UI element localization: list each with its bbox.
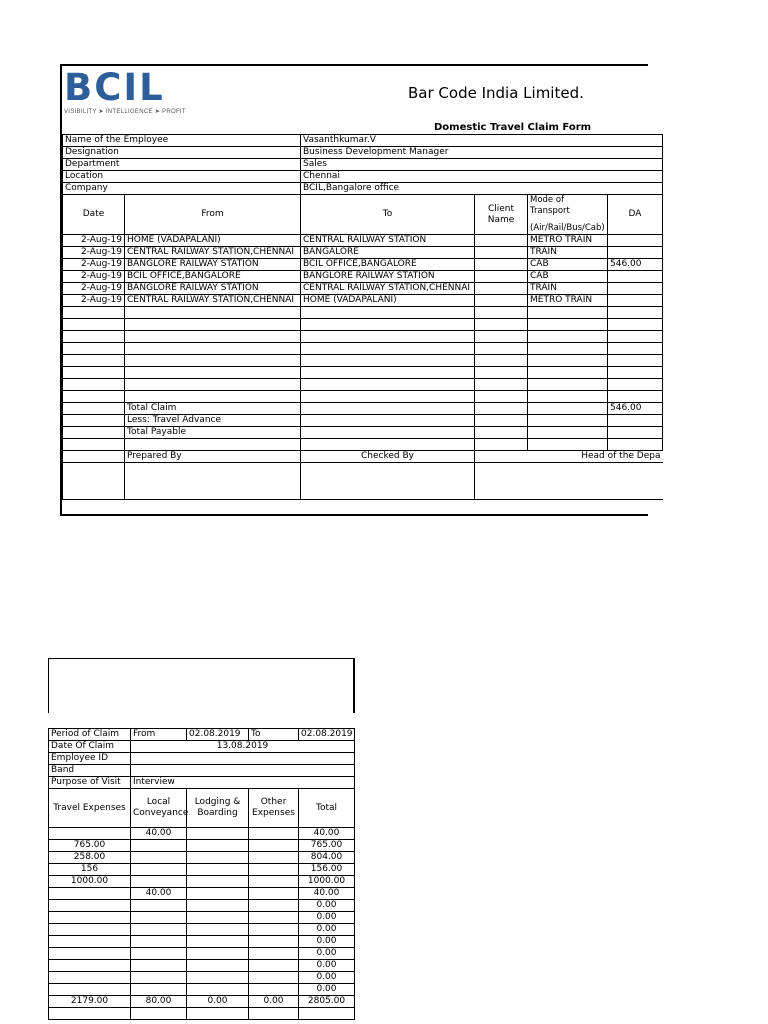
cell bbox=[528, 343, 608, 355]
cell bbox=[63, 355, 125, 367]
trip-date: 2-Aug-19 bbox=[63, 295, 125, 307]
spacer-row bbox=[63, 439, 663, 451]
cell bbox=[301, 367, 475, 379]
expense-travel bbox=[49, 960, 131, 972]
cell bbox=[475, 343, 528, 355]
bcil-logo bbox=[64, 68, 224, 118]
info-row bbox=[63, 171, 663, 183]
trip-to: CENTRAL RAILWAY STATION bbox=[301, 235, 475, 247]
expense-lodging bbox=[187, 864, 249, 876]
info-label: Company bbox=[63, 183, 301, 195]
total-total: 2805.00 bbox=[299, 996, 355, 1008]
expense-lodging bbox=[187, 828, 249, 840]
header-date: Date bbox=[63, 195, 125, 235]
head-of-dept-signature bbox=[475, 463, 663, 500]
cell bbox=[608, 439, 663, 451]
trip-da bbox=[608, 235, 663, 247]
expense-travel bbox=[49, 936, 131, 948]
header-to: To bbox=[301, 195, 475, 235]
trip-client bbox=[475, 271, 528, 283]
info-value: BCIL,Bangalore office bbox=[301, 183, 663, 195]
to-label: To bbox=[249, 729, 299, 741]
total-travel: 2179.00 bbox=[49, 996, 131, 1008]
cell bbox=[63, 391, 125, 403]
cell bbox=[125, 307, 301, 319]
cell bbox=[475, 427, 528, 439]
expense-row bbox=[49, 828, 355, 840]
expense-row bbox=[49, 876, 355, 888]
info-label: Designation bbox=[63, 147, 301, 159]
info-row bbox=[63, 135, 663, 147]
trip-mode: CAB bbox=[528, 259, 608, 271]
expense-local bbox=[131, 912, 187, 924]
header-mode-label: Mode of Transport bbox=[530, 195, 570, 216]
total-payable-label: Total Payable bbox=[125, 427, 301, 439]
blank-row bbox=[63, 355, 663, 367]
trip-date: 2-Aug-19 bbox=[63, 235, 125, 247]
cell bbox=[301, 427, 475, 439]
period-label: Period of Claim bbox=[49, 729, 131, 741]
logo-text: BCIL bbox=[64, 66, 165, 109]
trip-row bbox=[63, 247, 663, 259]
trip-from: BCIL OFFICE,BANGALORE bbox=[125, 271, 301, 283]
expense-other bbox=[249, 864, 299, 876]
logo-tagline: VISIBILITY ➤ INTELLIGENCE ➤ PROFIT bbox=[64, 109, 186, 115]
expense-other bbox=[249, 900, 299, 912]
trip-client bbox=[475, 235, 528, 247]
trip-date: 2-Aug-19 bbox=[63, 259, 125, 271]
cell bbox=[63, 367, 125, 379]
cell bbox=[249, 1008, 299, 1020]
total-lodging: 0.00 bbox=[187, 996, 249, 1008]
expense-lodging bbox=[187, 936, 249, 948]
header-da: DA bbox=[608, 195, 663, 235]
form-title: Domestic Travel Claim Form bbox=[434, 122, 592, 133]
trip-from: HOME (VADAPALANI) bbox=[125, 235, 301, 247]
info-label: Name of the Employee bbox=[63, 135, 301, 147]
cell bbox=[475, 415, 528, 427]
trip-from: CENTRAL RAILWAY STATION,CHENNAI bbox=[125, 247, 301, 259]
cell bbox=[475, 331, 528, 343]
period-row bbox=[49, 729, 355, 741]
expense-row bbox=[49, 888, 355, 900]
expense-lodging bbox=[187, 888, 249, 900]
total-other: 0.00 bbox=[249, 996, 299, 1008]
expense-travel: 258.00 bbox=[49, 852, 131, 864]
cell bbox=[475, 307, 528, 319]
trip-from: CENTRAL RAILWAY STATION,CHENNAI bbox=[125, 295, 301, 307]
cell bbox=[299, 1008, 355, 1020]
expense-local: 40.00 bbox=[131, 828, 187, 840]
trip-from: BANGLORE RAILWAY STATION bbox=[125, 259, 301, 271]
header-travel: Travel Expenses bbox=[49, 789, 131, 828]
trip-row bbox=[63, 271, 663, 283]
expense-lodging bbox=[187, 924, 249, 936]
trip-da bbox=[608, 283, 663, 295]
expense-local bbox=[131, 948, 187, 960]
expense-travel bbox=[49, 900, 131, 912]
expense-total: 0.00 bbox=[299, 972, 355, 984]
cell bbox=[528, 427, 608, 439]
purpose-label: Purpose of Visit bbox=[49, 777, 131, 789]
cell bbox=[187, 1008, 249, 1020]
cell bbox=[608, 319, 663, 331]
summary-totals-row bbox=[49, 996, 355, 1008]
expense-local bbox=[131, 972, 187, 984]
trip-to: CENTRAL RAILWAY STATION,CHENNAI bbox=[301, 283, 475, 295]
cell bbox=[49, 1008, 131, 1020]
header-total: Total bbox=[299, 789, 355, 828]
info-value: Vasanthkumar.V bbox=[301, 135, 663, 147]
expense-local bbox=[131, 984, 187, 996]
blank-row bbox=[63, 307, 663, 319]
cell bbox=[63, 307, 125, 319]
expense-total: 0.00 bbox=[299, 924, 355, 936]
trip-da bbox=[608, 247, 663, 259]
cell bbox=[528, 403, 608, 415]
expense-travel: 156 bbox=[49, 864, 131, 876]
signature-label-row bbox=[63, 451, 663, 463]
purpose-value: Interview bbox=[131, 777, 355, 789]
trip-to: BANGLORE RAILWAY STATION bbox=[301, 271, 475, 283]
expense-total: 0.00 bbox=[299, 984, 355, 996]
cell bbox=[301, 415, 475, 427]
trip-client bbox=[475, 283, 528, 295]
checked-by-signature bbox=[301, 463, 475, 500]
total-claim-da: 546.00 bbox=[608, 403, 663, 415]
trip-da bbox=[608, 295, 663, 307]
expense-other bbox=[249, 924, 299, 936]
summary-header-row bbox=[49, 789, 355, 828]
info-label: Location bbox=[63, 171, 301, 183]
column-header-row bbox=[63, 195, 663, 235]
cell bbox=[301, 331, 475, 343]
head-of-dept-label: Head of the Depa bbox=[475, 451, 663, 463]
expense-row bbox=[49, 984, 355, 996]
claim-table bbox=[62, 134, 663, 500]
cell bbox=[301, 319, 475, 331]
cell bbox=[608, 427, 663, 439]
cell bbox=[528, 379, 608, 391]
expense-local bbox=[131, 960, 187, 972]
cell bbox=[125, 355, 301, 367]
header-other: Other Expenses bbox=[249, 789, 299, 828]
cell bbox=[608, 391, 663, 403]
cell bbox=[475, 355, 528, 367]
expense-lodging bbox=[187, 840, 249, 852]
cell bbox=[125, 319, 301, 331]
expense-row bbox=[49, 852, 355, 864]
expense-travel: 765.00 bbox=[49, 840, 131, 852]
expense-local bbox=[131, 864, 187, 876]
cell bbox=[125, 439, 301, 451]
trip-row bbox=[63, 259, 663, 271]
prepared-by-label: Prepared By bbox=[125, 451, 301, 463]
header-local: Local Conveyance bbox=[131, 789, 187, 828]
info-row bbox=[63, 147, 663, 159]
expense-total: 0.00 bbox=[299, 912, 355, 924]
from-label: From bbox=[131, 729, 187, 741]
blank-row bbox=[63, 379, 663, 391]
expense-travel bbox=[49, 888, 131, 900]
cell bbox=[528, 391, 608, 403]
expense-other bbox=[249, 960, 299, 972]
expense-travel bbox=[49, 828, 131, 840]
info-value: Sales bbox=[301, 159, 663, 171]
cell bbox=[608, 415, 663, 427]
cell bbox=[301, 391, 475, 403]
info-value: Chennai bbox=[301, 171, 663, 183]
cell bbox=[608, 331, 663, 343]
trip-client bbox=[475, 295, 528, 307]
cell bbox=[63, 439, 125, 451]
header-client-name: Client Name bbox=[475, 195, 528, 235]
trip-to: BCIL OFFICE,BANGALORE bbox=[301, 259, 475, 271]
blank-row bbox=[63, 331, 663, 343]
trip-date: 2-Aug-19 bbox=[63, 283, 125, 295]
expense-local bbox=[131, 924, 187, 936]
total-claim-row bbox=[63, 403, 663, 415]
company-name: Bar Code India Limited. bbox=[408, 84, 584, 102]
header-lodging: Lodging & Boarding bbox=[187, 789, 249, 828]
cell bbox=[63, 463, 125, 500]
cell bbox=[63, 331, 125, 343]
expense-row bbox=[49, 960, 355, 972]
cell bbox=[301, 355, 475, 367]
expense-lodging bbox=[187, 972, 249, 984]
expense-travel bbox=[49, 972, 131, 984]
trip-da: 546.00 bbox=[608, 259, 663, 271]
expense-lodging bbox=[187, 852, 249, 864]
employee-id-value bbox=[131, 753, 355, 765]
expense-local: 40.00 bbox=[131, 888, 187, 900]
expense-row bbox=[49, 936, 355, 948]
expense-row bbox=[49, 912, 355, 924]
cell bbox=[475, 391, 528, 403]
date-of-claim-label: Date Of Claim bbox=[49, 741, 131, 753]
expense-row bbox=[49, 948, 355, 960]
cell bbox=[125, 331, 301, 343]
trip-mode: CAB bbox=[528, 271, 608, 283]
expense-total: 0.00 bbox=[299, 948, 355, 960]
expense-local bbox=[131, 876, 187, 888]
cell bbox=[608, 307, 663, 319]
cell bbox=[63, 319, 125, 331]
cell bbox=[301, 343, 475, 355]
cell bbox=[528, 439, 608, 451]
date-of-claim: 13.08.2019 bbox=[131, 741, 355, 753]
expense-other bbox=[249, 936, 299, 948]
expense-total: 0.00 bbox=[299, 960, 355, 972]
cell bbox=[528, 367, 608, 379]
header-mode-sub: (Air/Rail/Bus/Cab) bbox=[530, 223, 605, 233]
expense-row bbox=[49, 840, 355, 852]
cell bbox=[475, 439, 528, 451]
trip-to: HOME (VADAPALANI) bbox=[301, 295, 475, 307]
blank-row bbox=[63, 391, 663, 403]
header-from: From bbox=[125, 195, 301, 235]
expense-total: 804.00 bbox=[299, 852, 355, 864]
signature-space-row bbox=[63, 463, 663, 500]
checked-by-label: Checked By bbox=[301, 451, 475, 463]
total-payable-row bbox=[63, 427, 663, 439]
cell bbox=[528, 331, 608, 343]
trip-date: 2-Aug-19 bbox=[63, 247, 125, 259]
summary-spacer-row bbox=[49, 1008, 355, 1020]
cell bbox=[125, 391, 301, 403]
cell bbox=[608, 379, 663, 391]
prepared-by-signature bbox=[125, 463, 301, 500]
cell bbox=[301, 379, 475, 391]
expense-row bbox=[49, 972, 355, 984]
expense-travel: 1000.00 bbox=[49, 876, 131, 888]
cell bbox=[608, 343, 663, 355]
blank-row bbox=[63, 367, 663, 379]
expense-travel bbox=[49, 924, 131, 936]
expense-lodging bbox=[187, 960, 249, 972]
cell bbox=[63, 379, 125, 391]
trip-mode: METRO TRAIN bbox=[528, 235, 608, 247]
cell bbox=[608, 367, 663, 379]
cell bbox=[528, 307, 608, 319]
info-value: Business Development Manager bbox=[301, 147, 663, 159]
trip-date: 2-Aug-19 bbox=[63, 271, 125, 283]
cell bbox=[131, 1008, 187, 1020]
to-date: 02.08.2019 bbox=[299, 729, 355, 741]
expense-travel bbox=[49, 948, 131, 960]
expense-row bbox=[49, 900, 355, 912]
cell bbox=[528, 415, 608, 427]
info-label: Department bbox=[63, 159, 301, 171]
expense-other bbox=[249, 888, 299, 900]
expense-lodging bbox=[187, 948, 249, 960]
expense-row bbox=[49, 864, 355, 876]
employee-id-label: Employee ID bbox=[49, 753, 131, 765]
total-claim-label: Total Claim bbox=[125, 403, 301, 415]
expense-lodging bbox=[187, 984, 249, 996]
band-label: Band bbox=[49, 765, 131, 777]
expense-travel bbox=[49, 984, 131, 996]
band-value bbox=[131, 765, 355, 777]
expense-other bbox=[249, 984, 299, 996]
expense-travel bbox=[49, 912, 131, 924]
expense-other bbox=[249, 912, 299, 924]
date-of-claim-row bbox=[49, 741, 355, 753]
from-date: 02.08.2019 bbox=[187, 729, 249, 741]
trip-mode: TRAIN bbox=[528, 247, 608, 259]
summary-table bbox=[48, 728, 355, 1020]
expense-other bbox=[249, 948, 299, 960]
cell bbox=[63, 427, 125, 439]
purpose-row bbox=[49, 777, 355, 789]
cell bbox=[63, 403, 125, 415]
expense-local bbox=[131, 936, 187, 948]
info-row bbox=[63, 159, 663, 171]
expense-other bbox=[249, 852, 299, 864]
trip-row bbox=[63, 295, 663, 307]
expense-row bbox=[49, 924, 355, 936]
trip-from: BANGLORE RAILWAY STATION bbox=[125, 283, 301, 295]
info-row bbox=[63, 183, 663, 195]
expense-total: 765.00 bbox=[299, 840, 355, 852]
expense-other bbox=[249, 840, 299, 852]
cell bbox=[475, 367, 528, 379]
expense-total: 1000.00 bbox=[299, 876, 355, 888]
cell bbox=[301, 403, 475, 415]
trip-row bbox=[63, 235, 663, 247]
expense-other bbox=[249, 876, 299, 888]
cell bbox=[475, 319, 528, 331]
expense-lodging bbox=[187, 900, 249, 912]
cell bbox=[63, 451, 125, 463]
cell bbox=[301, 439, 475, 451]
claim-summary-sheet bbox=[48, 658, 354, 1024]
expense-lodging bbox=[187, 912, 249, 924]
expense-other bbox=[249, 828, 299, 840]
expense-total: 0.00 bbox=[299, 936, 355, 948]
cell bbox=[63, 343, 125, 355]
cell bbox=[608, 355, 663, 367]
cell bbox=[301, 307, 475, 319]
cell bbox=[475, 403, 528, 415]
cell bbox=[528, 355, 608, 367]
expense-total: 0.00 bbox=[299, 900, 355, 912]
travel-claim-sheet bbox=[60, 64, 661, 516]
header-mode bbox=[528, 195, 608, 235]
cell bbox=[475, 379, 528, 391]
trip-mode: TRAIN bbox=[528, 283, 608, 295]
trip-client bbox=[475, 247, 528, 259]
trip-mode: METRO TRAIN bbox=[528, 295, 608, 307]
cell bbox=[528, 319, 608, 331]
cell bbox=[63, 415, 125, 427]
trip-to: BANGALORE bbox=[301, 247, 475, 259]
expense-total: 40.00 bbox=[299, 888, 355, 900]
expense-total: 156.00 bbox=[299, 864, 355, 876]
cell bbox=[125, 343, 301, 355]
expense-local bbox=[131, 900, 187, 912]
band-row bbox=[49, 765, 355, 777]
trip-client bbox=[475, 259, 528, 271]
blank-row bbox=[63, 343, 663, 355]
blank-row bbox=[63, 319, 663, 331]
total-local: 80.00 bbox=[131, 996, 187, 1008]
employee-id-row bbox=[49, 753, 355, 765]
expense-total: 40.00 bbox=[299, 828, 355, 840]
less-advance-label: Less: Travel Advance bbox=[125, 415, 301, 427]
cell bbox=[125, 367, 301, 379]
expense-local bbox=[131, 852, 187, 864]
trip-row bbox=[63, 283, 663, 295]
cell bbox=[125, 379, 301, 391]
expense-other bbox=[249, 972, 299, 984]
trip-da bbox=[608, 271, 663, 283]
expense-lodging bbox=[187, 876, 249, 888]
expense-local bbox=[131, 840, 187, 852]
summary-header-box bbox=[48, 658, 355, 713]
less-advance-row bbox=[63, 415, 663, 427]
